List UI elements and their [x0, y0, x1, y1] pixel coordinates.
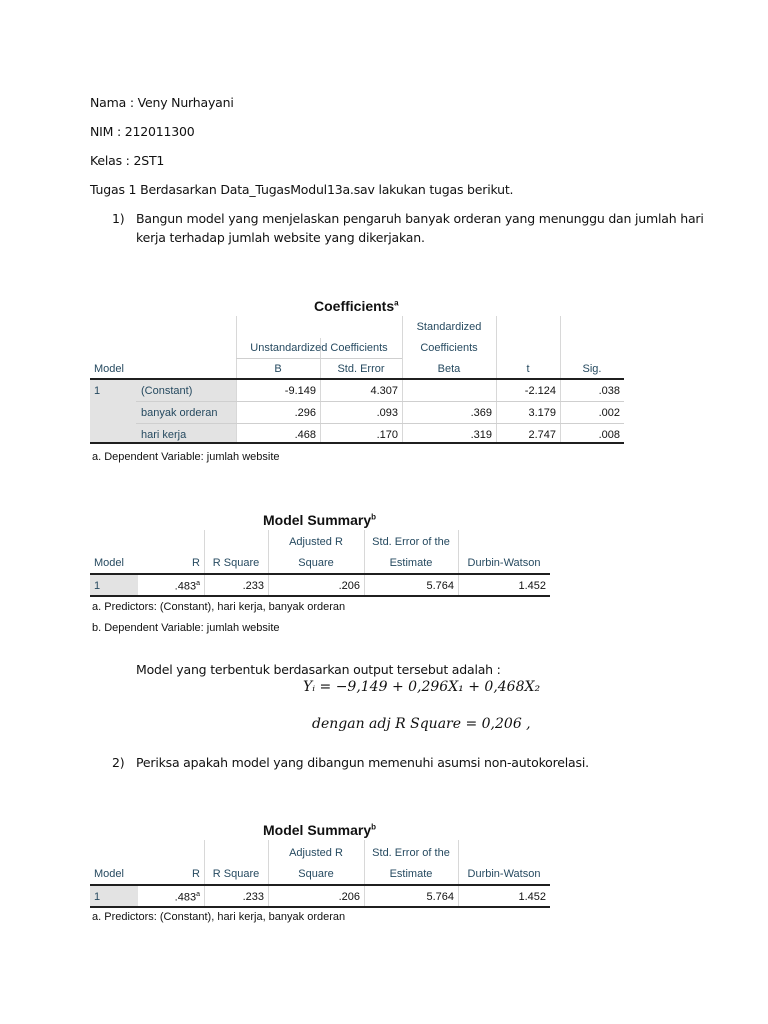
question-1-number: 1) — [112, 211, 125, 226]
ms2-header-r-square: R Square — [212, 868, 260, 880]
model-intro: Model yang terbentuk berdasarkan output tersebut adalah : — [136, 662, 501, 677]
coef-model-number: 1 — [94, 385, 101, 397]
ms1-footnote-b: b. Dependent Variable: jumlah website — [92, 622, 280, 634]
ms2-header-model: Model — [94, 868, 124, 880]
coef-header-standardized: Standardized — [416, 321, 482, 333]
question-2-text: Periksa apakah model yang dibangun memenuhi asumsi non-autokorelasi. — [136, 755, 589, 770]
coef-header-coefficients: Coefficients — [420, 342, 478, 354]
model-equation: Yᵢ = −9,149 + 0,296X₁ + 0,468X₂ — [303, 679, 541, 695]
ms2-header-adjusted: Adjusted R — [289, 847, 343, 859]
question-1-line-2: kerja terhadap jumlah website yang dikerjakan. — [136, 230, 425, 245]
ms2-header-r: R — [192, 868, 200, 880]
coef-header-unstandardized: Unstandardized Coefficients — [250, 342, 388, 354]
coefficients-title: Coefficients$^a$ — [314, 298, 399, 314]
coef-footnote: a. Dependent Variable: jumlah website — [92, 451, 280, 463]
task-intro: Tugas 1 Berdasarkan Data_TugasModul13a.sav lakukan tugas berikut. — [90, 182, 514, 197]
coef-header-b: B — [274, 363, 282, 375]
ms2-header-std-error: Std. Error of the — [372, 847, 450, 859]
ms2-footnote-a: a. Predictors: (Constant), hari kerja, banyak orderan — [92, 911, 346, 923]
ms1-header-r-square: R Square — [212, 557, 260, 569]
model-summary-2-title: Model Summary$^b$ — [263, 822, 377, 838]
ms1-header-square: Square — [298, 557, 334, 569]
ms1-header-model: Model — [94, 557, 124, 569]
coef-header-model: Model — [94, 363, 124, 375]
coef-header-beta: Beta — [437, 363, 461, 375]
student-nim: NIM : 212011300 — [90, 124, 195, 139]
model-adj-r-square: dengan adj R Square = 0,206 , — [312, 716, 531, 732]
ms1-footnote-a: a. Predictors: (Constant), hari kerja, banyak orderan — [92, 601, 346, 613]
ms1-header-r: R — [192, 557, 200, 569]
ms2-header-square: Square — [298, 868, 334, 880]
ms2-header-durbin-watson: Durbin-Watson — [467, 868, 541, 880]
student-class: Kelas : 2ST1 — [90, 153, 165, 168]
question-2-number: 2) — [112, 755, 125, 770]
coef-header-std-error: Std. Error — [337, 363, 385, 375]
model-summary-1-title: Model Summary$^b$ — [263, 512, 377, 528]
ms1-header-adjusted: Adjusted R — [289, 536, 343, 548]
question-1-line-1: Bangun model yang menjelaskan pengaruh banyak orderan yang menunggu dan jumlah hari — [136, 211, 704, 226]
coef-header-t: t — [526, 363, 530, 375]
student-name: Nama : Veny Nurhayani — [90, 95, 234, 110]
ms2-header-estimate: Estimate — [389, 868, 433, 880]
ms1-header-estimate: Estimate — [389, 557, 433, 569]
ms1-header-durbin-watson: Durbin-Watson — [467, 557, 541, 569]
coef-header-sig: Sig. — [582, 363, 602, 375]
ms1-header-std-error: Std. Error of the — [372, 536, 450, 548]
